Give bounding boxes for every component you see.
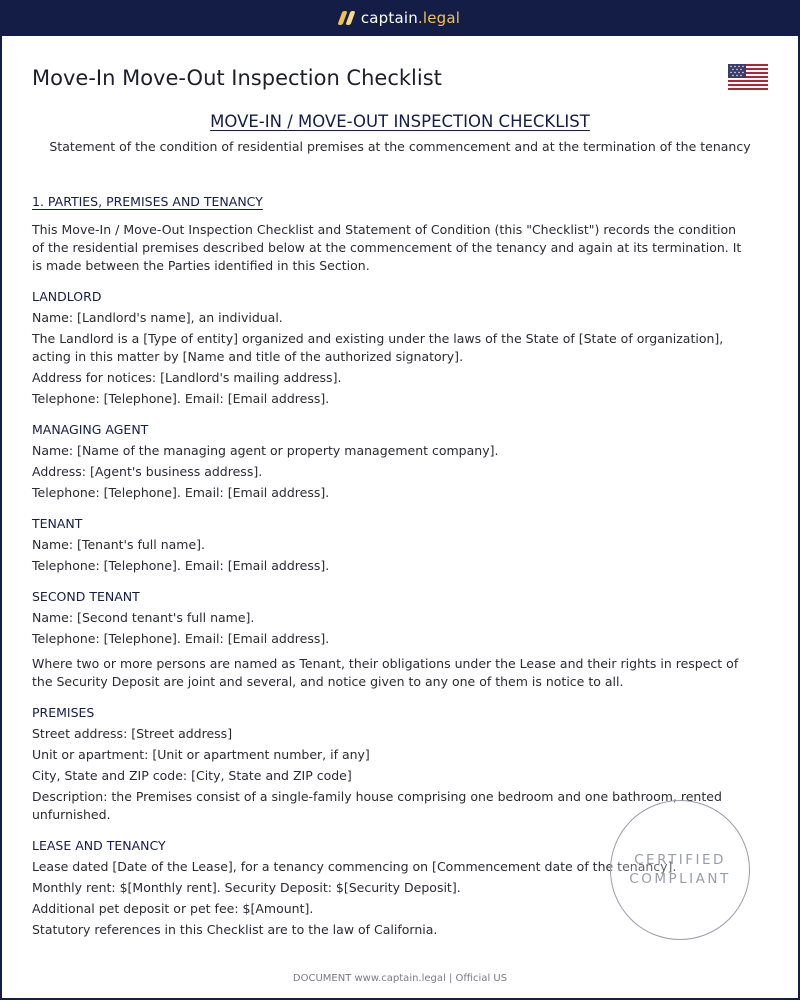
premises-block (32, 704, 748, 824)
second-tenant-contact: Telephone: [Telephone]. Email: [Email address]. (32, 631, 330, 646)
brand-logo[interactable] (340, 9, 460, 27)
landlord-label: LANDLORD (32, 289, 102, 304)
page-title: Move-In Move-Out Inspection Checklist (32, 66, 442, 90)
landlord-contact: Telephone: [Telephone]. Email: [Email address]. (32, 391, 330, 406)
stamp-line-1: CERTIFIED (634, 852, 726, 868)
stamp-line-2: COMPLIANT (629, 871, 731, 887)
brand-name: captain.legal (360, 9, 461, 27)
agent-name: Name: [Name of the managing agent or property management company]. (32, 443, 499, 458)
page-footer: DOCUMENT www.captain.legal | Official US (292, 973, 508, 984)
premises-street: Street address: [Street address] (32, 726, 233, 741)
document-subtitle: Statement of the condition of residential premises at the commencement and at the termination of the tenancy (49, 139, 751, 154)
premises-label: PREMISES (32, 705, 95, 720)
certified-stamp (610, 800, 750, 940)
tenant-name: Name: [Tenant's full name]. (32, 537, 206, 552)
agent-contact: Telephone: [Telephone]. Email: [Email address]. (32, 485, 330, 500)
us-flag-icon (728, 64, 768, 90)
intro-paragraph: This Move-In / Move-Out Inspection Checklist and Statement of Condition (this "Checklist") records the condition of the residential premises described below at the commencement of the tenancy and again at its termination. It is made between the Parties identified in this Section. (32, 222, 742, 273)
lease-dated: Lease dated [Date of the Lease], for a tenancy commencing on [Commencement date of the tenancy]. (32, 859, 677, 874)
document-heading: MOVE-IN / MOVE-OUT INSPECTION CHECKLIST (210, 112, 590, 131)
tenant-label: TENANT (32, 516, 83, 531)
agent-address: Address: [Agent's business address]. (32, 464, 263, 479)
tenant-contact: Telephone: [Telephone]. Email: [Email address]. (32, 558, 330, 573)
captain-legal-logo-icon (337, 11, 355, 25)
premises-description: Description: the Premises consist of a single-family house comprising one bedroom and one bathroom, rented unfurnished. (32, 789, 722, 822)
joint-liability-clause: Where two or more persons are named as Tenant, their obligations under the Lease and their rights in respect of the Security Deposit are joint and several, and notice given to any one of them is notice to all. (32, 656, 739, 689)
lease-pet: Additional pet deposit or pet fee: $[Amount]. (32, 901, 314, 916)
premises-city: City, State and ZIP code: [City, State and ZIP code] (32, 768, 352, 783)
landlord-address: Address for notices: [Landlord's mailing address]. (32, 370, 342, 385)
landlord-entity: The Landlord is a [Type of entity] organized and existing under the laws of the State of [State of organization], acting in this matter by [Name and title of the authorized signatory]. (32, 331, 724, 364)
agent-label: MANAGING AGENT (32, 422, 149, 437)
tenant-block (32, 515, 748, 575)
lease-rent: Monthly rent: $[Monthly rent]. Security Deposit: $[Security Deposit]. (32, 880, 461, 895)
second-tenant-label: SECOND TENANT (32, 589, 140, 604)
lease-statutory: Statutory references in this Checklist are to the law of California. (32, 922, 438, 937)
second-tenant-name: Name: [Second tenant's full name]. (32, 610, 255, 625)
top-bar (0, 0, 800, 36)
premises-unit: Unit or apartment: [Unit or apartment number, if any] (32, 747, 370, 762)
section-heading: 1. PARTIES, PREMISES AND TENANCY (32, 194, 263, 209)
agent-block (32, 421, 748, 502)
lease-label: LEASE AND TENANCY (32, 838, 166, 853)
landlord-block (32, 288, 748, 408)
second-tenant-block (32, 588, 748, 648)
landlord-name: Name: [Landlord's name], an individual. (32, 310, 283, 325)
